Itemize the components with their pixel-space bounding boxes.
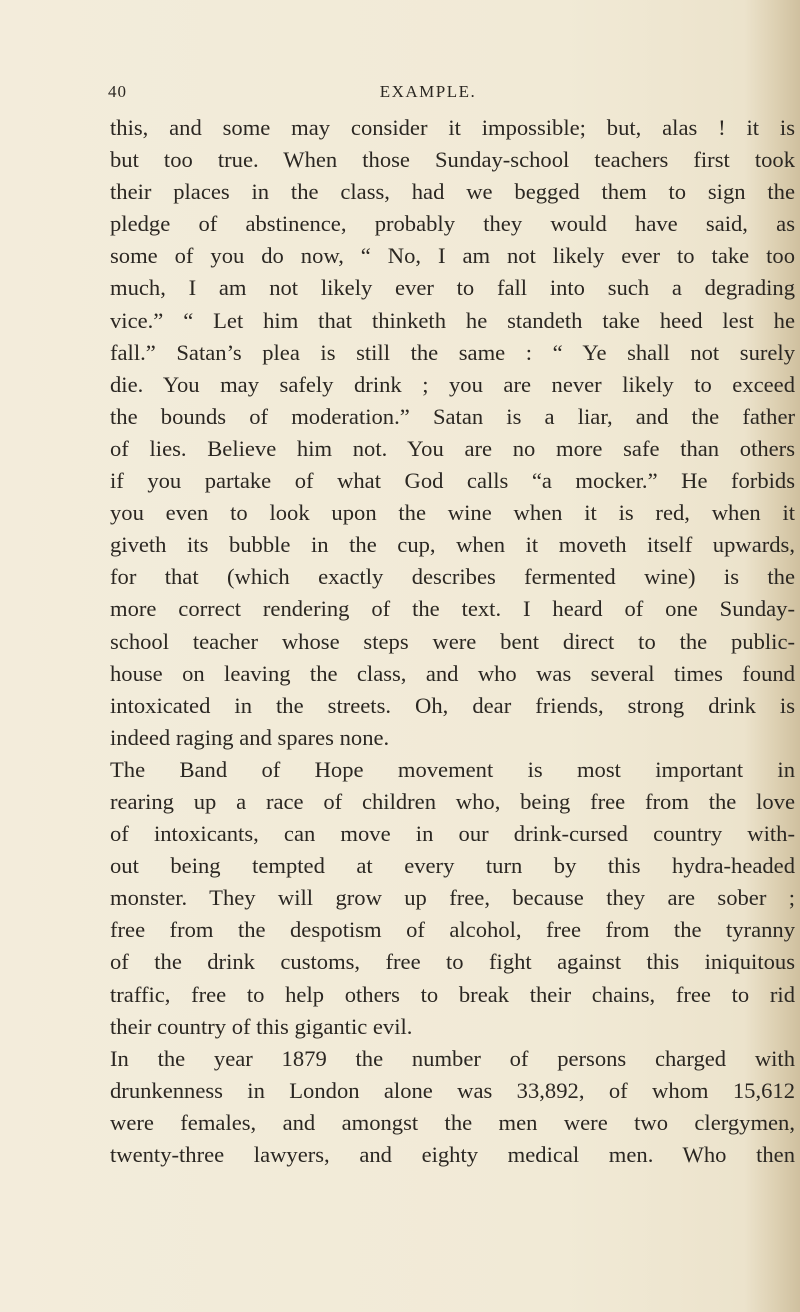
text-line: more correct rendering of the text. I heard of one Sunday- bbox=[110, 596, 795, 622]
text-line: twenty-three lawyers, and eighty medical men. Who then bbox=[110, 1142, 795, 1167]
text-line: were females, and amongst the men were two clergymen, bbox=[110, 1109, 795, 1135]
text-line: you even to look upon the wine when it is red, when it bbox=[110, 500, 795, 526]
text-line: the bounds of moderation.” Satan is a liar, and the father bbox=[110, 403, 795, 429]
text-line: drunkenness in London alone was 33,892, of whom 15,612 bbox=[110, 1077, 795, 1103]
text-line: their country of this gigantic evil. bbox=[110, 1013, 413, 1039]
body-text bbox=[110, 112, 795, 1171]
text-line: much, I am not likely ever to fall into such a degrading bbox=[110, 275, 795, 301]
text-line: school teacher whose steps were bent direct to the public- bbox=[110, 628, 795, 654]
text-line: indeed raging and spares none. bbox=[110, 724, 390, 750]
text-line: but too true. When those Sunday-school teachers first took bbox=[110, 147, 795, 173]
text-line: fall.” Satan’s plea is still the same : “ Ye shall not surely bbox=[110, 339, 795, 365]
text-line: of lies. Believe him not. You are no more safe than others bbox=[110, 435, 795, 461]
running-head: EXAMPLE. bbox=[379, 82, 477, 101]
text-line: some of you do now, “ No, I am not likely ever to take too bbox=[110, 243, 795, 269]
text-line: house on leaving the class, and who was several times found bbox=[110, 660, 795, 686]
text-line: if you partake of what God calls “a mocker.” He forbids bbox=[110, 468, 795, 494]
text-line: their places in the class, had we begged them to sign the bbox=[110, 179, 795, 205]
text-line: of the drink customs, free to fight against this iniquitous bbox=[110, 949, 795, 975]
page-number: 40 bbox=[108, 82, 127, 101]
text-line: die. You may safely drink ; you are never likely to exceed bbox=[110, 371, 795, 397]
text-line: free from the despotism of alcohol, free from the tyranny bbox=[110, 917, 795, 943]
text-line: vice.” “ Let him that thinketh he standeth take heed lest he bbox=[110, 307, 795, 333]
text-line: traffic, free to help others to break their chains, free to rid bbox=[110, 981, 795, 1007]
page-header bbox=[108, 82, 748, 112]
text-line: giveth its bubble in the cup, when it moveth itself upwards, bbox=[110, 532, 795, 558]
text-line: rearing up a race of children who, being free from the love bbox=[110, 788, 795, 814]
text-line: for that (which exactly describes fermented wine) is the bbox=[110, 564, 795, 590]
text-line: monster. They will grow up free, because they are sober ; bbox=[110, 885, 795, 911]
text-line: The Band of Hope movement is most important in bbox=[110, 756, 795, 782]
text-line: pledge of abstinence, probably they would have said, as bbox=[110, 211, 795, 237]
text-line: this, and some may consider it impossible; but, alas ! it is bbox=[110, 115, 795, 140]
text-line: of intoxicants, can move in our drink-cursed country with- bbox=[110, 821, 795, 847]
text-line: In the year 1879 the number of persons charged with bbox=[110, 1045, 795, 1071]
text-line: intoxicated in the streets. Oh, dear friends, strong drink is bbox=[110, 692, 795, 718]
text-line: out being tempted at every turn by this hydra-headed bbox=[110, 853, 795, 879]
